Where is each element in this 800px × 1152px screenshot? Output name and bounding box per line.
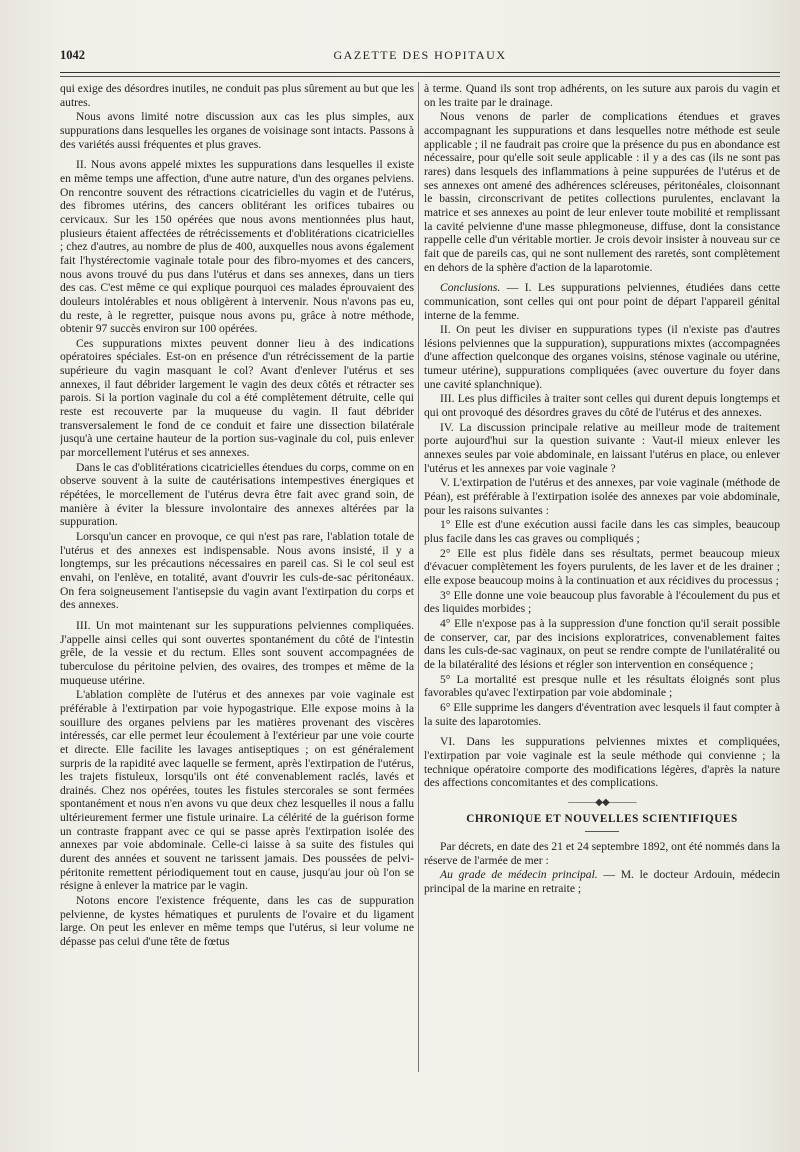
paragraph: II. Nous avons appelé mixtes les suppurations dans lesquelles il existe en même temps une affection, d'une autre nature, d'un des organes pelviens. On rencontre souvent des rétractions cicatricielles du vagin et de l'utérus, des fibromes utérins, des cancers oblitérant les orifices tubaires ou cervicaux. Sur les 150 opérées que nous avons mentionnées plus haut, plusieurs étaient affectées de rétrécissements et d'oblitérations cicatricielles ; chez d'autres, au nombre de plus de 400, auxquelles nous avons également fait l'hystérectomie vaginale totale pour des fibro-myomes et des cancers, nous avons trouvé du pus dans l'utérus et dans ses annexes, dans un tiers des cas. C'est même ce qui explique pourquoi ces malades éprouvaient des douleurs intolérables et nous obligèrent à intervenir. Nous n'avons pas eu, du reste, à le regretter, puisque nous avons pu, grâce à notre méthode, obtenir 97 succès environ sur 100 opérées. [60,158,414,336]
paragraph: III. Un mot maintenant sur les suppurations pelviennes compliquées. J'appelle ainsi celles qui sont ouvertes spontanément du côté de l'intestin grêle, de la vessie et du rectum. Elles sont souvent accompagnées de tuberculose du péritoine pelvien, des ovaires, des trompes et même de la muqueuse utérine. [60,618,414,687]
conclusion-item: II. On peut les diviser en suppurations types (il n'existe pas d'autres lésions pelviennes que la suppuration), suppurations mixtes (accompagnées d'une affection quelconque des organes voisins, sténose vaginale ou utérine, tumeur utérine), suppurations compliquées (avec ouverture du foyer dans une cavité splanchnique). [424,323,780,391]
paragraph: Nous avons limité notre discussion aux cas les plus simples, aux suppurations dans lesquelles les organes de voisinage sont intacts. Passons à des variétés aussi fréquentes et plus graves. [60,110,414,151]
section-ornament: ———◆◆——— [568,796,636,808]
paragraph: Nous venons de parler de complications étendues et graves accompagnant les suppurations et dans lesquelles notre méthode est seule applicable ; il ne faudrait pas croire que la présence du pus en abondance est nécessaire, pour qu'elle soit seule applicable : il y a des cas (ils ne sont pas rares) dans lesquels des inflammations à peine suppurées de l'utérus et de ses annexes ont amené des adhérences scléreuses, péritonéales, cloisonnant le bassin, circonscrivant de petites collections purulentes, enclavant la matrice et ses annexes au point de leur enlever toute mobilité et remplissant la cavité pelvienne d'une masse phlegmoneuse, diffuse, dont la consistance rappelle celle d'un véritable mortier. Je crois devoir insister à nouveau sur ce fait que de pareils cas, qui ne sont nullement des raretés, sont complètement en dehors de la sphère d'action de la laparotomie. [424,110,780,274]
journal-title: GAZETTE DES HOPITAUX [333,48,507,62]
paragraph: L'ablation complète de l'utérus et des annexes par voie vaginale est préférable à l'extirpation par voie hypogastrique. Elle expose moins à la souillure des organes pelviens par les matières provenant des viscères intéressés, car elle permet leur écoulement à l'extérieur par une voie courte et directe. Elle facilite les lavages antiseptiques ; on est généralement surpris de la rapidité avec laquelle se ferment, après l'extirpation de l'utérus, les trajets fistuleux, lorsqu'ils ont été convenablement raclés, lavés et drainés. Chez nos opérées, toutes les fistules stercorales se sont fermées spontanément et nous n'en avons vu que deux chez lesquelles il nous a fallu ultérieurement fermer une fistule urinaire. La célérité de la guérison forme un contraste frappant avec ce qui se passe après l'extirpation isolée des annexes par voie abdominale. Celle-ci laisse à sa suite des fistules qui durent des années et souvent ne tarissent jamais. Des poussées de pelvi-péritonite remettent périodiquement tout en cause, jusqu'au jour où l'on se résigne à enlever la matrice par le vagin. [60,688,414,893]
left-column [60,82,414,1132]
paragraph: qui exige des désordres inutiles, ne conduit pas plus sûrement au but que les autres. [60,82,414,109]
paragraph: Notons encore l'existence fréquente, dans les cas de suppuration pelvienne, de kystes hématiques et purulents de l'ovaire et du ligament large. On peut les enlever en même temps que l'utérus, si leur volume ne dépasse pas celui d'une tête de fœtus [60,894,414,949]
reason-item: 6° Elle supprime les dangers d'éventration avec lesquels il faut compter à la suite des laparotomies. [424,700,780,728]
conclusion-item: VI. Dans les suppurations pelviennes mixtes et compliquées, l'extirpation par voie vaginale est la seule méthode qui convienne ; la technique opératoire comporte des modifications légères, d'après la nature des affections concomitantes et des complications. [424,735,780,790]
conclusions-paragraph [424,281,780,322]
header-rule-thick [60,72,780,73]
page-header [60,46,780,68]
reason-item: 3° Elle donne une voie beaucoup plus favorable à l'écoulement du pus et des liquides morbides ; [424,588,780,616]
conclusions-intro: — I. Les suppurations pelviennes, étudiées dans cette communication, sont celles qui ont pour point de départ l'appareil génital interne de la femme. [424,281,780,322]
paragraph: Lorsqu'un cancer en provoque, ce qui n'est pas rare, l'ablation totale de l'utérus et des annexes est indispensable. Nous avons insisté, il y a longtemps, sur les précautions nécessaires en pareil cas. Si le col seul est envahi, on l'enlève, en totalité, avant d'ouvrir les culs-de-sac péritonéaux. On fera soigneusement l'antisepsie du vagin avant l'extirpation du corps et des annexes. [60,530,414,612]
section-title: CHRONIQUE ET NOUVELLES SCIENTIFIQUES [466,813,738,826]
conclusions-label: Conclusions. [440,281,501,295]
paragraph: Par décrets, en date des 21 et 24 septembre 1892, ont été nommés dans la réserve de l'armée de mer : [424,840,780,867]
short-rule [585,831,619,832]
conclusion-item: V. L'extirpation de l'utérus et des annexes, par voie vaginale (méthode de Péan), est préférable à l'extirpation isolée des annexes par voie abdominale, pour les raisons suivantes : [424,476,780,517]
conclusion-item: III. Les plus difficiles à traiter sont celles qui durent depuis longtemps et qui ont provoqué des désordres graves du côté de l'utérus et des annexes. [424,392,780,420]
reason-item: 2° Elle est plus fidèle dans ses résultats, permet beaucoup mieux d'évacuer complètement les foyers purulents, de les laver et de les drainer ; elle expose beaucoup moins à la continuation et aux récidives du processus ; [424,546,780,587]
paragraph: Ces suppurations mixtes peuvent donner lieu à des indications opératoires spéciales. Est-on en présence d'un rétrécissement de la partie supérieure du vagin masquant le col? Avant d'enlever l'utérus et ses annexes, il faut débrider largement le vagin des deux côtés et rétracter ses parois. Si la portion vaginale du col a été complètement détruite, celle qui reste est recouverte par la muqueuse du vagin. Il faut débrider transversalement le fond de ce conduit et faire une dissection bilatérale jusqu'à une certaine hauteur de la portion sus-vaginale du col, puis enlever par morcellement l'utérus et ses annexes. [60,336,414,460]
reason-item: 4° Elle n'expose pas à la suppression d'une fonction qu'il serait possible de conserver, car, par des incisions exploratrices, convenablement faites dans les culs-de-sac vaginaux, on peut se rendre compte de l'unilatéralité ou de la bilatéralité des lésions et régler son intervention en conséquence ; [424,616,780,671]
appointment-entry: — M. le docteur Ardouin, médecin principal de la marine en retraite ; [424,868,780,896]
paragraph: Dans le cas d'oblitérations cicatricielles étendues du corps, comme on en observe souvent à la suite de cautérisations intempestives énergiques et répétées, le morcellement de l'utérus devra être fait avec grand soin, de manière à éviter la blessure involontaire des annexes altérées par la suppuration. [60,460,414,529]
right-column [424,82,780,1132]
conclusion-item: IV. La discussion principale relative au meilleur mode de traitement porte aujourd'hui sur la question suivante : Vaut-il mieux enlever les annexes seules par voie abdominale, en laissant l'utérus en place, ou enlever l'utérus et les annexes par voie vaginale ? [424,420,780,475]
reason-item: 1° Elle est d'une exécution aussi facile dans les cas simples, beaucoup plus facile dans les cas graves ou compliqués ; [424,518,780,545]
column-divider [418,82,419,1072]
reason-item: 5° La mortalité est presque nulle et les résultats éloignés sont plus favorables qu'avec l'extirpation par voie abdominale ; [424,672,780,700]
appointment-paragraph [424,868,780,895]
header-rule-thin [60,76,780,77]
page-number: 1042 [60,48,85,62]
paragraph: à terme. Quand ils sont trop adhérents, on les suture aux parois du vagin et on les traite par le drainage. [424,82,780,109]
appointment-rank: Au grade de médecin principal. [440,868,598,882]
